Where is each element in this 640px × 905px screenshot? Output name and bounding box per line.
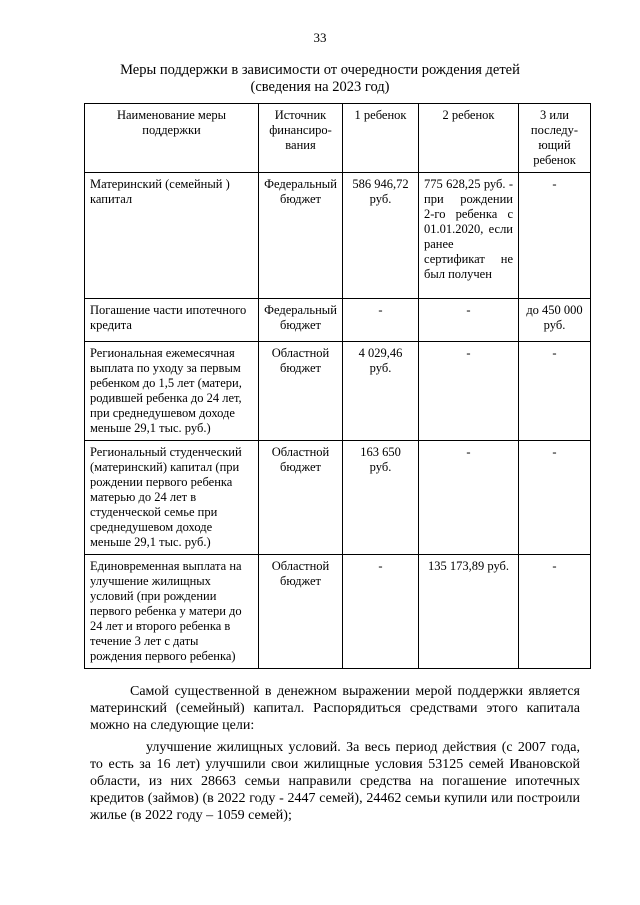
table-title — [0, 62, 640, 96]
row-second-child-amount: 775 628,25 руб. - при рождении 2-го ребенка с 01.01.2020, если ранее сертификат не был получен — [419, 173, 519, 299]
row-measure-name: Материнский (семейный ) капитал — [85, 173, 259, 299]
table-title-line1: Меры поддержки в зависимости от очередности рождения детей — [120, 62, 520, 78]
table-row — [85, 173, 591, 299]
table-row — [85, 555, 591, 669]
table-row — [85, 342, 591, 441]
row-measure-name: Региональная ежемесячная выплата по уходу за первым ребенком до 1,5 лет (матери, родившей ребенка до 24 лет, при среднедушевом доходе меньше 29,1 тыс. руб.) — [85, 342, 259, 441]
table-row — [85, 299, 591, 342]
row-funding-source: Областной бюджет — [259, 555, 343, 669]
row-first-child-amount: 163 650 руб. — [343, 441, 419, 555]
table-title-line2: (сведения на 2023 год) — [250, 79, 390, 95]
row-measure-name: Региональный студенческий (материнский) капитал (при рождении первого ребенка матерью до 24 лет в студенческой семье при среднедушевом доходе меньше 29,1 тыс. руб.) — [85, 441, 259, 555]
table-row — [85, 441, 591, 555]
row-measure-name: Погашение части ипотечного кредита — [85, 299, 259, 342]
row-funding-source: Федеральный бюджет — [259, 173, 343, 299]
row-third-child-amount: до 450 000 руб. — [519, 299, 591, 342]
table-header-row — [85, 104, 591, 173]
row-third-child-amount: - — [519, 441, 591, 555]
row-measure-name: Единовременная выплата на улучшение жилищных условий (при рождении первого ребенка у матери до 24 лет и второго ребенка в течение 3 лет с даты рождения первого ребенка) — [85, 555, 259, 669]
row-first-child-amount: 586 946,72 руб. — [343, 173, 419, 299]
row-first-child-amount: - — [343, 555, 419, 669]
row-funding-source: Областной бюджет — [259, 342, 343, 441]
row-third-child-amount: - — [519, 342, 591, 441]
row-funding-source: Федеральный бюджет — [259, 299, 343, 342]
support-measures-table — [84, 103, 591, 669]
header-first-child: 1 ребенок — [343, 104, 419, 173]
row-first-child-amount: 4 029,46 руб. — [343, 342, 419, 441]
paragraph-housing-conditions: улучшение жилищных условий. За весь период действия (с 2007 года, то есть за 16 лет) улучшили свои жилищные условия 53125 семей Ивановской области, из них 28663 семьи направили средства на погашение ипотечных кредитов (займов) (в 2022 году - 2447 семей), 24462 семьи купили или построили жилье (в 2022 году – 1059 семей); — [90, 740, 580, 823]
header-second-child: 2 ребенок — [419, 104, 519, 173]
row-first-child-amount: - — [343, 299, 419, 342]
row-third-child-amount: - — [519, 555, 591, 669]
row-second-child-amount: 135 173,89 руб. — [419, 555, 519, 669]
paragraph-maternity-capital: Самой существенной в денежном выражении мерой поддержки является материнский (семейный) капитал. Распорядиться средствами этого капитала можно на следующие цели: — [90, 684, 580, 733]
row-third-child-amount: - — [519, 173, 591, 299]
row-second-child-amount: - — [419, 441, 519, 555]
row-funding-source: Областной бюджет — [259, 441, 343, 555]
header-third-child: 3 или последу-ющий ребенок — [519, 104, 591, 173]
row-second-child-amount: - — [419, 299, 519, 342]
page-number: 33 — [313, 30, 327, 45]
header-measure-name: Наименование меры поддержки — [85, 104, 259, 173]
header-funding-source: Источник финансиро-вания — [259, 104, 343, 173]
row-second-child-amount: - — [419, 342, 519, 441]
